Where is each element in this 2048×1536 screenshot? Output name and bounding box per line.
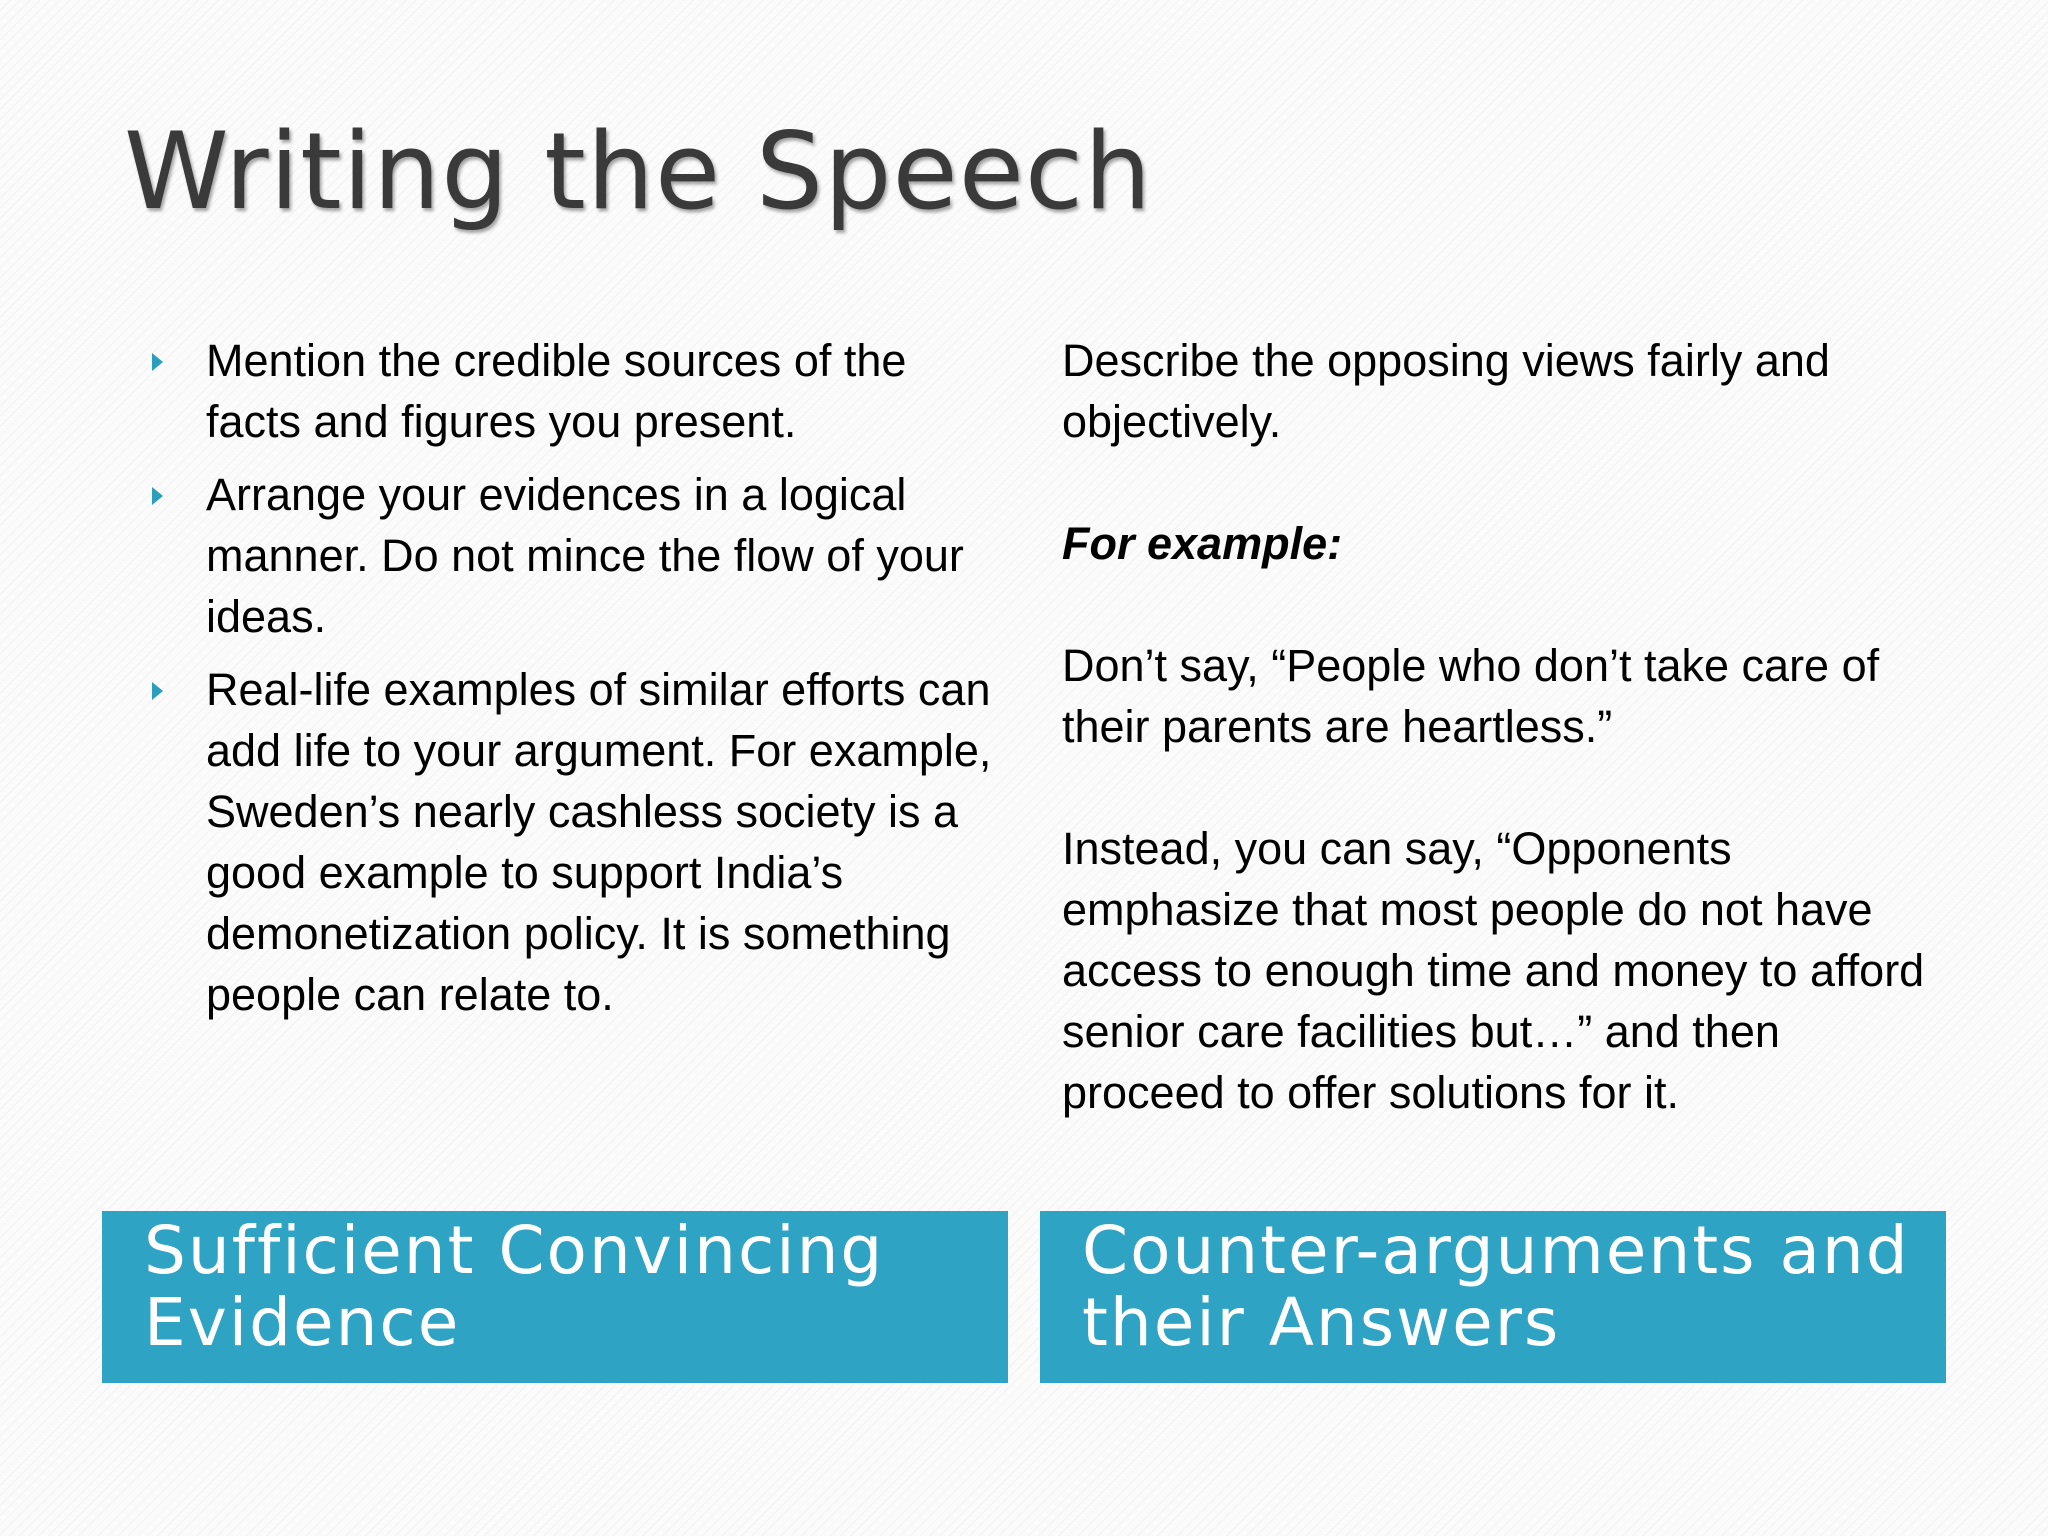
evidence-bullet-list [140, 330, 1010, 1025]
example-label: For example: [1062, 518, 1343, 569]
instead-text: Instead, you can say, “Opponents emphasize that most people do not have access to enough time and money to afford senior care facilities but…” and then proceed to offer solutions for it. [1062, 823, 1925, 1118]
intro-text: Describe the opposing views fairly and objectively. [1062, 335, 1830, 447]
evidence-column [140, 330, 1010, 1037]
bullet-item [140, 659, 1010, 1025]
triangle-bullet-icon [152, 487, 163, 505]
bullet-text: Mention the credible sources of the facts and figures you present. [206, 335, 907, 447]
bullet-item [140, 464, 1010, 647]
triangle-bullet-icon [152, 353, 163, 371]
bullet-text: Real-life examples of similar efforts can add life to your argument. For example, Sweden’s nearly cashless society is a good example to support India’s demonetization policy. It is something people can relate to. [206, 664, 992, 1020]
bullet-item [140, 330, 1010, 452]
slide-title: Writing the Speech [124, 110, 1153, 233]
triangle-bullet-icon [152, 682, 163, 700]
evidence-banner: Sufficient Convincing Evidence [102, 1211, 1008, 1383]
bullet-text: Arrange your evidences in a logical manner. Do not mince the flow of your ideas. [206, 469, 964, 642]
dont-say-text: Don’t say, “People who don’t take care of their parents are heartless.” [1062, 640, 1880, 752]
counter-arguments-banner: Counter-arguments and their Answers [1040, 1211, 1946, 1383]
counter-arguments-column [1062, 330, 1942, 1123]
